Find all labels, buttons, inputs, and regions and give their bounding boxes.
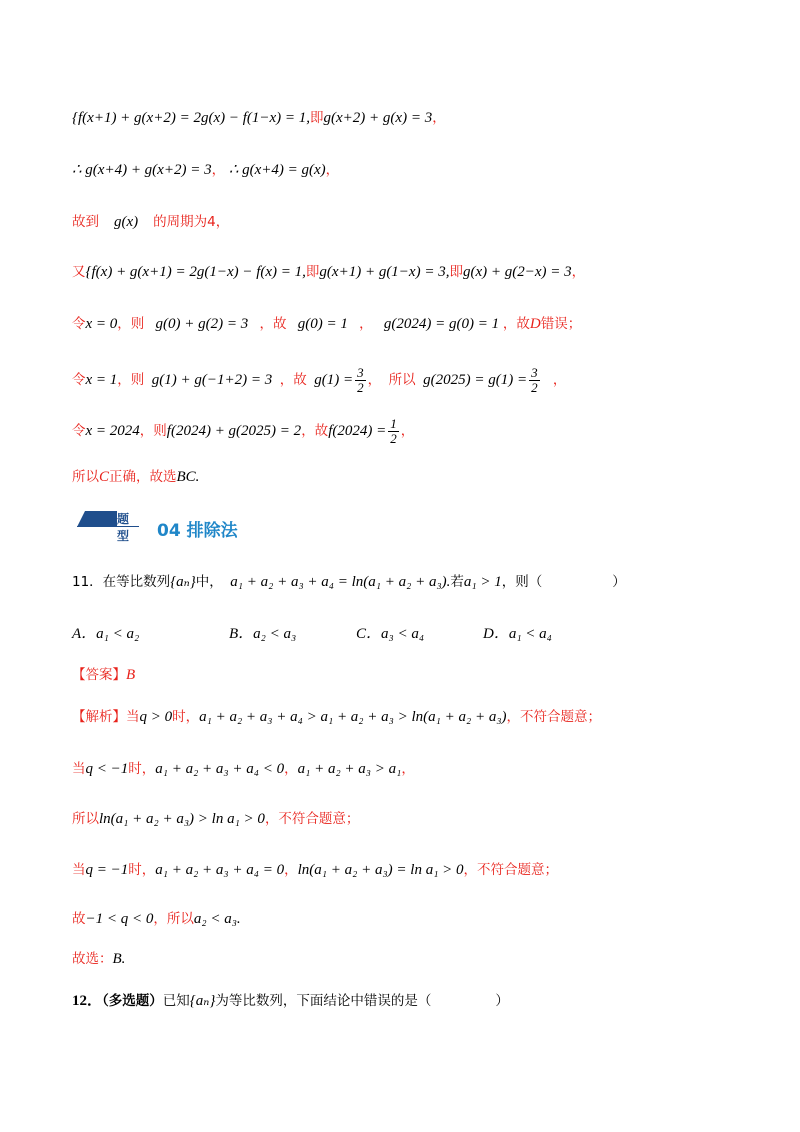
text: 所以 [388, 372, 416, 388]
equation: q = −1 [85, 862, 129, 878]
text: ，故 [259, 316, 287, 332]
text: 11．在等比数列 [72, 574, 171, 590]
text: ， [432, 110, 446, 126]
equation: ln(a₁ + a₂ + a₃) = ln a₁ > 0 [297, 862, 464, 878]
fraction: $\frac{3}{2}$ [357, 365, 364, 396]
text: 当 [72, 761, 86, 777]
text: 的周期为4， [153, 214, 230, 230]
text: ，不符合题意； [463, 862, 559, 878]
text: 正确，故选 [109, 469, 177, 485]
equation: a₁ + a₂ + a₃ + a₄ = ln(a₁ + a₂ + a₃). [230, 574, 451, 590]
equation: g(0) + g(2) = 3 [155, 316, 249, 332]
equation: x = 0 [85, 316, 118, 332]
answer-label: 【答案】 [72, 667, 126, 683]
text: 所以 [72, 811, 99, 827]
text: ， [552, 372, 567, 388]
option-math: a₁ < a₂ [96, 626, 140, 642]
equation: {f(x+1) + g(x+2) = 2g(x) − f(1−x) = 1, [72, 110, 311, 126]
option-math: a₁ < a₄ [508, 626, 552, 642]
equation: C [99, 469, 110, 485]
text: ，则 [139, 423, 167, 439]
text: ，则 [117, 372, 145, 388]
equation: a₁ > 1 [463, 574, 502, 590]
option-d [483, 622, 552, 643]
equation: g(0) = 1 [297, 316, 348, 332]
equation: f(2024) = [328, 423, 387, 439]
equation: x = 2024 [85, 423, 140, 439]
equation: ∴ g(x+4) + g(x+2) = 3 [72, 162, 212, 178]
option-a [72, 622, 139, 643]
text: ， [400, 423, 415, 439]
text: ， [367, 372, 382, 388]
text: 为等比数列，下面结论中错误的是（ [215, 993, 432, 1009]
text: 即 [449, 264, 463, 280]
text: ， [359, 316, 373, 332]
text: 所以 [72, 469, 99, 485]
option-letter: B． [229, 626, 254, 642]
answer-value: B [126, 667, 136, 683]
text: 令 [72, 423, 86, 439]
equation: g(1) = [314, 372, 354, 388]
analysis-line-3 [72, 808, 760, 830]
text: ，则（ [501, 574, 543, 590]
equation: g(1) + g(−1+2) = 3 [151, 372, 273, 388]
q12-stem [72, 990, 760, 1012]
text: ，所以 [153, 911, 194, 927]
option-b [229, 622, 296, 643]
text: ，故 [502, 316, 530, 332]
equation: {f(x) + g(x+1) = 2g(1−x) − f(x) = 1, [85, 264, 306, 280]
text: 又 [72, 264, 86, 280]
equation: a₂ < a₃. [193, 911, 241, 927]
solution-line-2 [72, 159, 760, 181]
option-letter: A． [72, 626, 97, 642]
equation: ln(a₁ + a₂ + a₃) > ln a₁ > 0 [99, 811, 265, 827]
fraction: $\frac{3}{2}$ [531, 365, 538, 396]
equation: q < −1 [85, 761, 129, 777]
text: 时， [128, 761, 156, 777]
text: 令 [72, 372, 86, 388]
answer-line [72, 664, 760, 686]
equation: a₁ + a₂ + a₃ + a₄ < 0 [155, 761, 285, 777]
text: 时， [172, 709, 200, 725]
equation: g(x) + g(2−x) = 3 [462, 264, 572, 280]
text: ， [284, 761, 298, 777]
option-c [356, 622, 424, 643]
solution-line-8 [72, 466, 760, 488]
section-band-label: 题型 [117, 512, 130, 543]
analysis-line-4 [72, 859, 760, 881]
solution-line-6 [72, 360, 760, 400]
equation: B. [112, 951, 126, 967]
equation: x = 1 [85, 372, 118, 388]
analysis-line-2 [72, 758, 760, 780]
equation: a₁ + a₂ + a₃ + a₄ > a₁ + a₂ + a₃ > ln(a₁ + a₂ + a₃) [199, 709, 507, 725]
text: 错误； [540, 316, 582, 332]
equation: ∴ g(x+4) = g(x) [228, 162, 326, 178]
fraction: $\frac{1}{2}$ [390, 416, 397, 447]
option-letter: D． [483, 626, 509, 642]
equation: D [529, 316, 541, 332]
equation: f(2024) + g(2025) = 2 [166, 423, 302, 439]
text: ） [612, 574, 626, 590]
text: 已知 [162, 993, 190, 1009]
equation: {aₙ} [170, 574, 196, 590]
equation: g(x+2) + g(x) = 3 [323, 110, 433, 126]
equation: g(2025) = g(1) = [423, 372, 528, 388]
text: 故 [72, 911, 86, 927]
text: 即 [305, 264, 320, 280]
equation: g(x+1) + g(1−x) = 3, [319, 264, 450, 280]
text: ，故 [301, 423, 329, 439]
text: 中， [195, 574, 223, 590]
equation: a₁ + a₂ + a₃ > a₁ [297, 761, 402, 777]
text: 时， [128, 862, 156, 878]
text: 故选： [72, 951, 113, 967]
text: 令 [72, 316, 86, 332]
text: ， [571, 264, 586, 280]
text: ） [495, 993, 509, 1009]
text: ，不符合题意； [264, 811, 360, 827]
analysis-label: 【解析】 [72, 709, 126, 725]
text: ，则 [117, 316, 145, 332]
section-title: 04 排除法 [157, 521, 238, 541]
text: ， [401, 761, 415, 777]
text: ， [325, 162, 340, 178]
text: ， [284, 862, 298, 878]
question-number: 12． [72, 993, 103, 1009]
equation: q > 0 [139, 709, 173, 725]
solution-line-4 [72, 261, 760, 283]
analysis-line-5 [72, 908, 760, 930]
equation: g(2024) = g(0) = 1 [383, 316, 500, 332]
solution-line-5 [72, 313, 760, 335]
option-letter: C． [356, 626, 382, 642]
equation: a₁ + a₂ + a₃ + a₄ = 0 [155, 862, 285, 878]
text: 当 [126, 709, 140, 725]
text: 若 [450, 574, 464, 590]
question-tag: （多选题） [102, 993, 163, 1009]
text: 故到 [72, 214, 99, 230]
text: ，故 [279, 372, 307, 388]
solution-line-7 [72, 411, 760, 451]
analysis-line-6 [72, 948, 760, 970]
option-math: a₃ < a₄ [381, 626, 425, 642]
solution-line-3 [72, 211, 760, 233]
option-math: a₂ < a₃ [253, 626, 297, 642]
solution-line-1 [72, 107, 760, 129]
text: ， [211, 162, 226, 178]
text: 即 [310, 110, 324, 126]
equation: −1 < q < 0 [85, 911, 154, 927]
section-band [77, 511, 139, 543]
text: ，不符合题意； [506, 709, 602, 725]
text: 当 [72, 862, 86, 878]
q11-stem [72, 571, 760, 593]
analysis-line-1 [72, 706, 760, 728]
equation: g(x) [114, 214, 139, 230]
equation: BC. [176, 469, 200, 485]
equation: {aₙ} [189, 993, 216, 1009]
